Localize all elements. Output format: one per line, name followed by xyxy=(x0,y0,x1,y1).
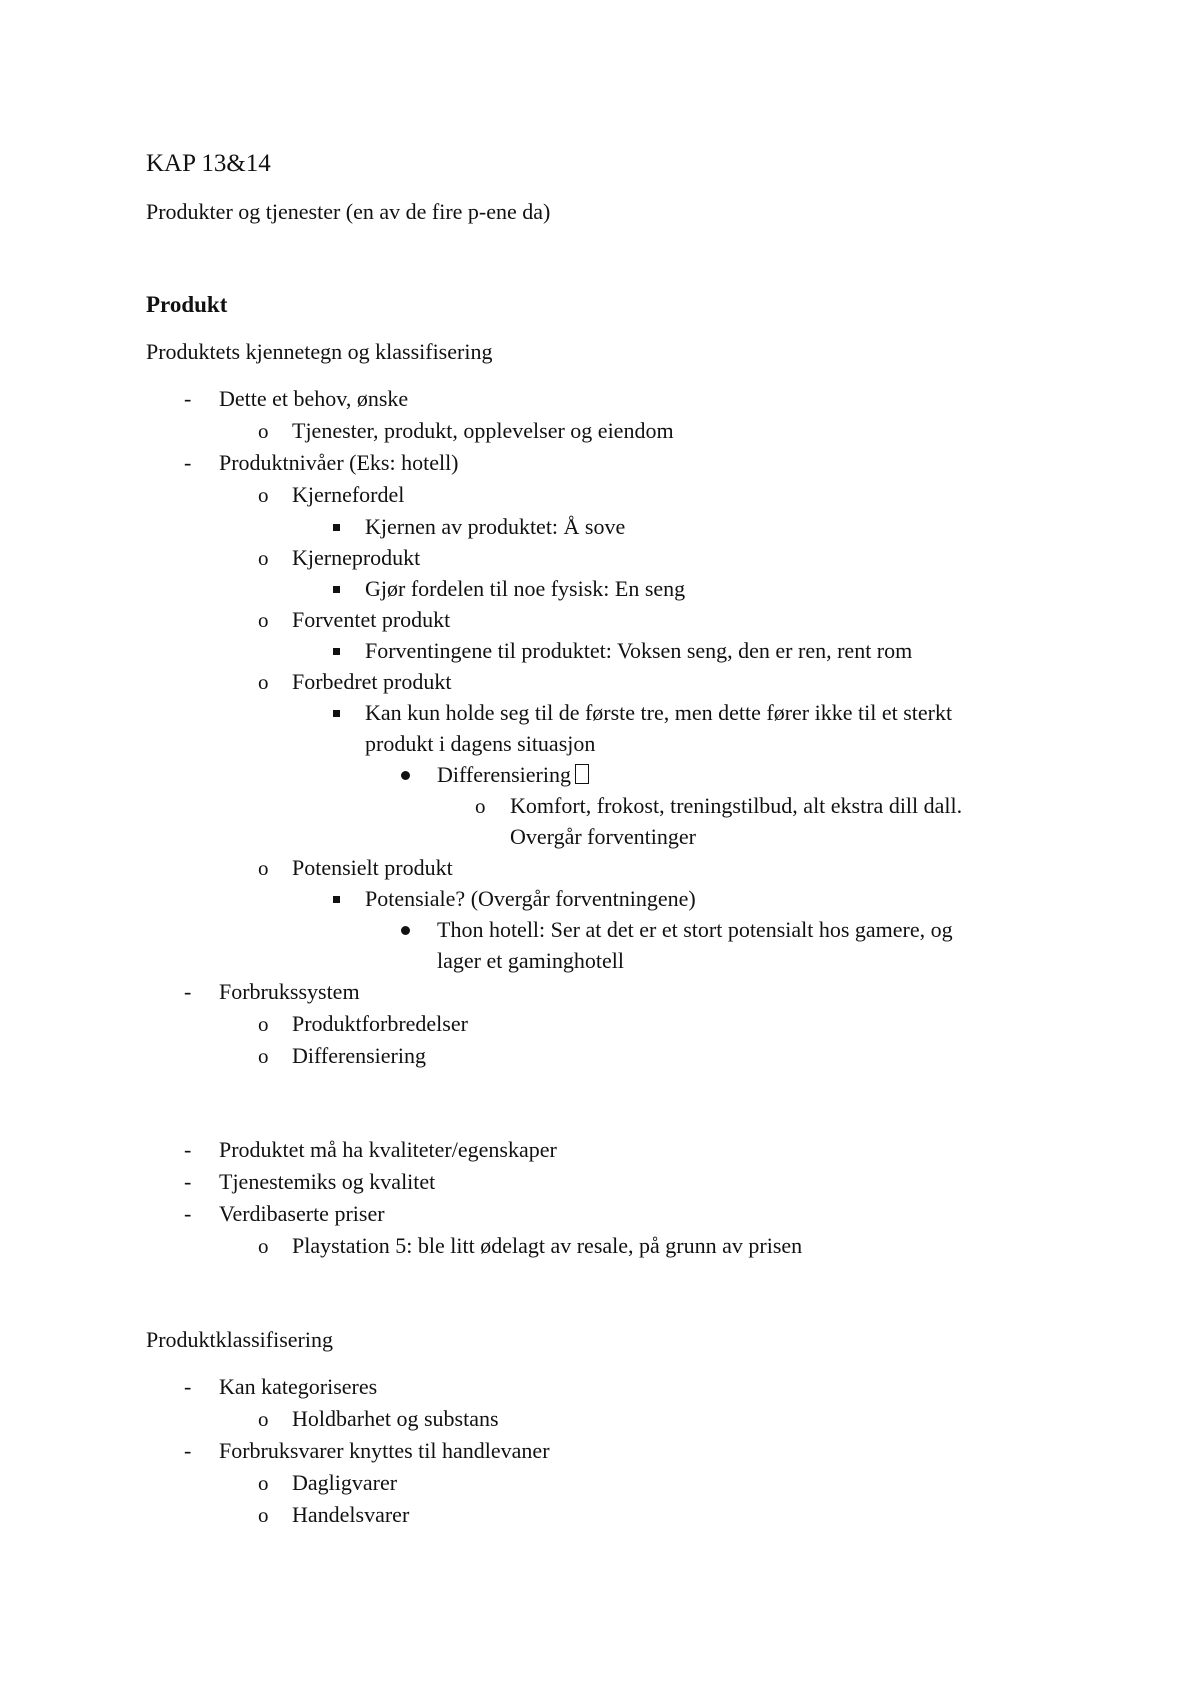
circle-bullet: o xyxy=(258,1234,269,1258)
list-item: Forbrukssystem xyxy=(219,979,360,1004)
list-item: Differensiering xyxy=(292,1043,426,1068)
square-bullet xyxy=(333,524,340,531)
list-item: Kan kun holde seg til de første tre, men dette fører ikke til et sterkt xyxy=(365,700,953,725)
dash-bullet: - xyxy=(184,1201,192,1226)
list-item: Forventet produkt xyxy=(292,607,451,632)
list-item-continuation: Overgår forventinger xyxy=(510,824,696,849)
circle-bullet: o xyxy=(258,670,269,694)
dash-bullet: - xyxy=(184,1137,192,1162)
list-item: Forventingene til produktet: Voksen seng, den er ren, rent rom xyxy=(365,638,913,663)
list-item: Holdbarhet og substans xyxy=(292,1406,499,1431)
circle-bullet: o xyxy=(258,1044,269,1068)
circle-bullet: o xyxy=(258,419,269,443)
placeholder-glyph-icon xyxy=(575,764,589,784)
list-item: Forbedret produkt xyxy=(292,669,452,694)
circle-bullet: o xyxy=(258,1503,269,1527)
disc-bullet xyxy=(401,771,410,780)
list-item-text: Differensiering xyxy=(437,762,571,787)
list-item: Tjenester, produkt, opplevelser og eiendom xyxy=(292,418,674,443)
list-item: Dagligvarer xyxy=(292,1470,398,1495)
section-subheading-kjennetegn: Produktets kjennetegn og klassifisering xyxy=(146,339,493,364)
list-item: Playstation 5: ble litt ødelagt av resale, på grunn av prisen xyxy=(292,1233,803,1258)
list-item: Potensielt produkt xyxy=(292,855,453,880)
list-item: Kjerneprodukt xyxy=(292,545,421,570)
circle-bullet: o xyxy=(258,1471,269,1495)
list-item-continuation: produkt i dagens situasjon xyxy=(365,731,596,756)
document-subtitle: Produkter og tjenester (en av de fire p-ene da) xyxy=(146,199,551,224)
list-item: Kjernefordel xyxy=(292,482,405,507)
list-item: Gjør fordelen til noe fysisk: En seng xyxy=(365,576,686,601)
square-bullet xyxy=(333,896,340,903)
list-item: Handelsvarer xyxy=(292,1502,410,1527)
list-item: Produktforbredelser xyxy=(292,1011,468,1036)
dash-bullet: - xyxy=(184,386,192,411)
list-item: Produktnivåer (Eks: hotell) xyxy=(219,450,459,475)
square-bullet xyxy=(333,586,340,593)
document-title: KAP 13&14 xyxy=(146,150,271,177)
section-subheading-produktklassifisering: Produktklassifisering xyxy=(146,1327,333,1352)
circle-bullet: o xyxy=(258,1012,269,1036)
circle-bullet: o xyxy=(475,794,486,818)
circle-bullet: o xyxy=(258,546,269,570)
section-heading-produkt: Produkt xyxy=(146,292,228,317)
list-item: Produktet må ha kvaliteter/egenskaper xyxy=(219,1137,557,1162)
list-item xyxy=(437,762,589,788)
list-item: Kan kategoriseres xyxy=(219,1374,378,1399)
square-bullet xyxy=(333,710,340,717)
square-bullet xyxy=(333,648,340,655)
circle-bullet: o xyxy=(258,1407,269,1431)
dash-bullet: - xyxy=(184,979,192,1004)
dash-bullet: - xyxy=(184,1438,192,1463)
list-item: Kjernen av produktet: Å sove xyxy=(365,514,626,539)
circle-bullet: o xyxy=(258,608,269,632)
circle-bullet: o xyxy=(258,483,269,507)
list-item: Tjenestemiks og kvalitet xyxy=(219,1169,436,1194)
list-item-continuation: lager et gaminghotell xyxy=(437,948,624,973)
dash-bullet: - xyxy=(184,1169,192,1194)
circle-bullet: o xyxy=(258,856,269,880)
list-item: Komfort, frokost, treningstilbud, alt ekstra dill dall. xyxy=(510,793,963,818)
list-item: Dette et behov, ønske xyxy=(219,386,409,411)
list-item: Thon hotell: Ser at det er et stort potensialt hos gamere, og xyxy=(437,917,953,942)
list-item: Forbruksvarer knyttes til handlevaner xyxy=(219,1438,550,1463)
dash-bullet: - xyxy=(184,1374,192,1399)
dash-bullet: - xyxy=(184,450,192,475)
list-item: Verdibaserte priser xyxy=(219,1201,385,1226)
list-item: Potensiale? (Overgår forventningene) xyxy=(365,886,696,911)
disc-bullet xyxy=(401,926,410,935)
